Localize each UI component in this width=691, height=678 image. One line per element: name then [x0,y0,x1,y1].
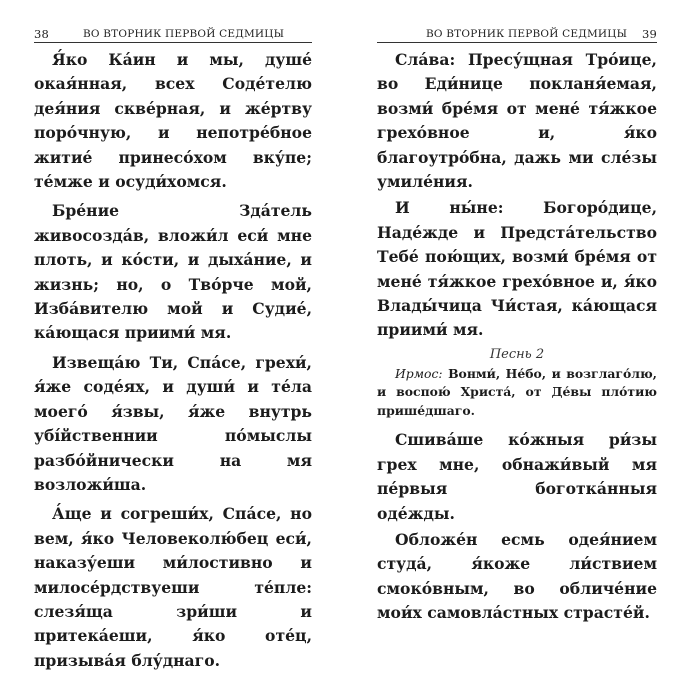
irmos-label: Ирмос: [395,365,443,381]
troparion-paragraph: Я́ко Ка́ин и мы, душе́ окая́нная, всех Соде́телю дея́ния скве́рная, и же́ртву поро́чную, и непотре́бное житие́ принесо́хом вку́пе; те́мже и осуди́хомся. [34,50,312,192]
page-number: 38 [34,27,50,41]
running-head-title: ВО ВТОРНИК ПЕРВОЙ СЕДМИЦЫ [426,28,628,40]
right-page [377,0,657,623]
left-page-body [34,48,312,678]
troparion-paragraph: Бре́ние Зда́тель живосозда́в, вложи́л еси́ мне плоть, и ко́сти, и дыха́ние, и жизнь; но, о Тво́рче мой, Изба́вителю мой и Судие́, ка́ющася приими́ мя. [34,201,312,343]
running-head-left [34,28,312,43]
ode-heading: Песнь 2 [489,346,545,362]
running-head-title: ВО ВТОРНИК ПЕРВОЙ СЕДМИЦЫ [83,28,285,40]
irmos-paragraph [377,365,657,421]
troparion-paragraph: А́ще и согреши́х, Спа́се, но вем, я́ко Человеколю́бец еси́, наказу́еши ми́лостивно и милосе́рдствуеши те́пле: слезя́ща зри́ши и притека́еши, я́ко оте́ц, призыва́я блу́днаго. [34,504,312,670]
page-number: 39 [641,27,657,41]
left-page [34,0,312,670]
troparion-paragraph: Извеща́ю Ти, Спа́се, грехи́, я́же соде́ях, и души́ и те́ла моего́ я́звы, я́же внутрь убі́йственнии по́мыслы разбо́йнически на мя возложи́ша. [34,352,312,494]
troparion-paragraph: Обложе́н есмь одея́нием студа́, я́коже ли́ствием смоко́вным, во обличе́ние мои́х самовла́стных страсте́й. [377,530,657,623]
right-page-body [377,48,657,628]
glory-paragraph: Сла́ва: Пресу́щная Тро́ице, во Еди́нице покланя́емая, возми́ бре́мя от мене́ тя́жкое грехо́вное и, я́ко благоутро́бна, дажь ми сле́зы умиле́ния. [377,50,657,192]
theotokion-paragraph: И ны́не: Богоро́дице, Наде́жде и Предста́тельство Тебе́ пою́щих, возми́ бре́мя от мене́ тя́жкое грехо́вное и, я́ко Влады́чица Чи́стая, ка́ющася приими́ мя. [377,198,657,340]
troparion-paragraph: Сшива́ше ко́жныя ри́зы грех мне, обнажи́вый мя пе́рвыя боготка́нныя оде́жды. [377,430,657,523]
irmos-text: Вонми́, Не́бо, и возглаго́лю, и воспою́ Христа́, от Де́вы пло́тию прише́дшаго. [377,365,657,418]
running-head-right [377,28,657,43]
